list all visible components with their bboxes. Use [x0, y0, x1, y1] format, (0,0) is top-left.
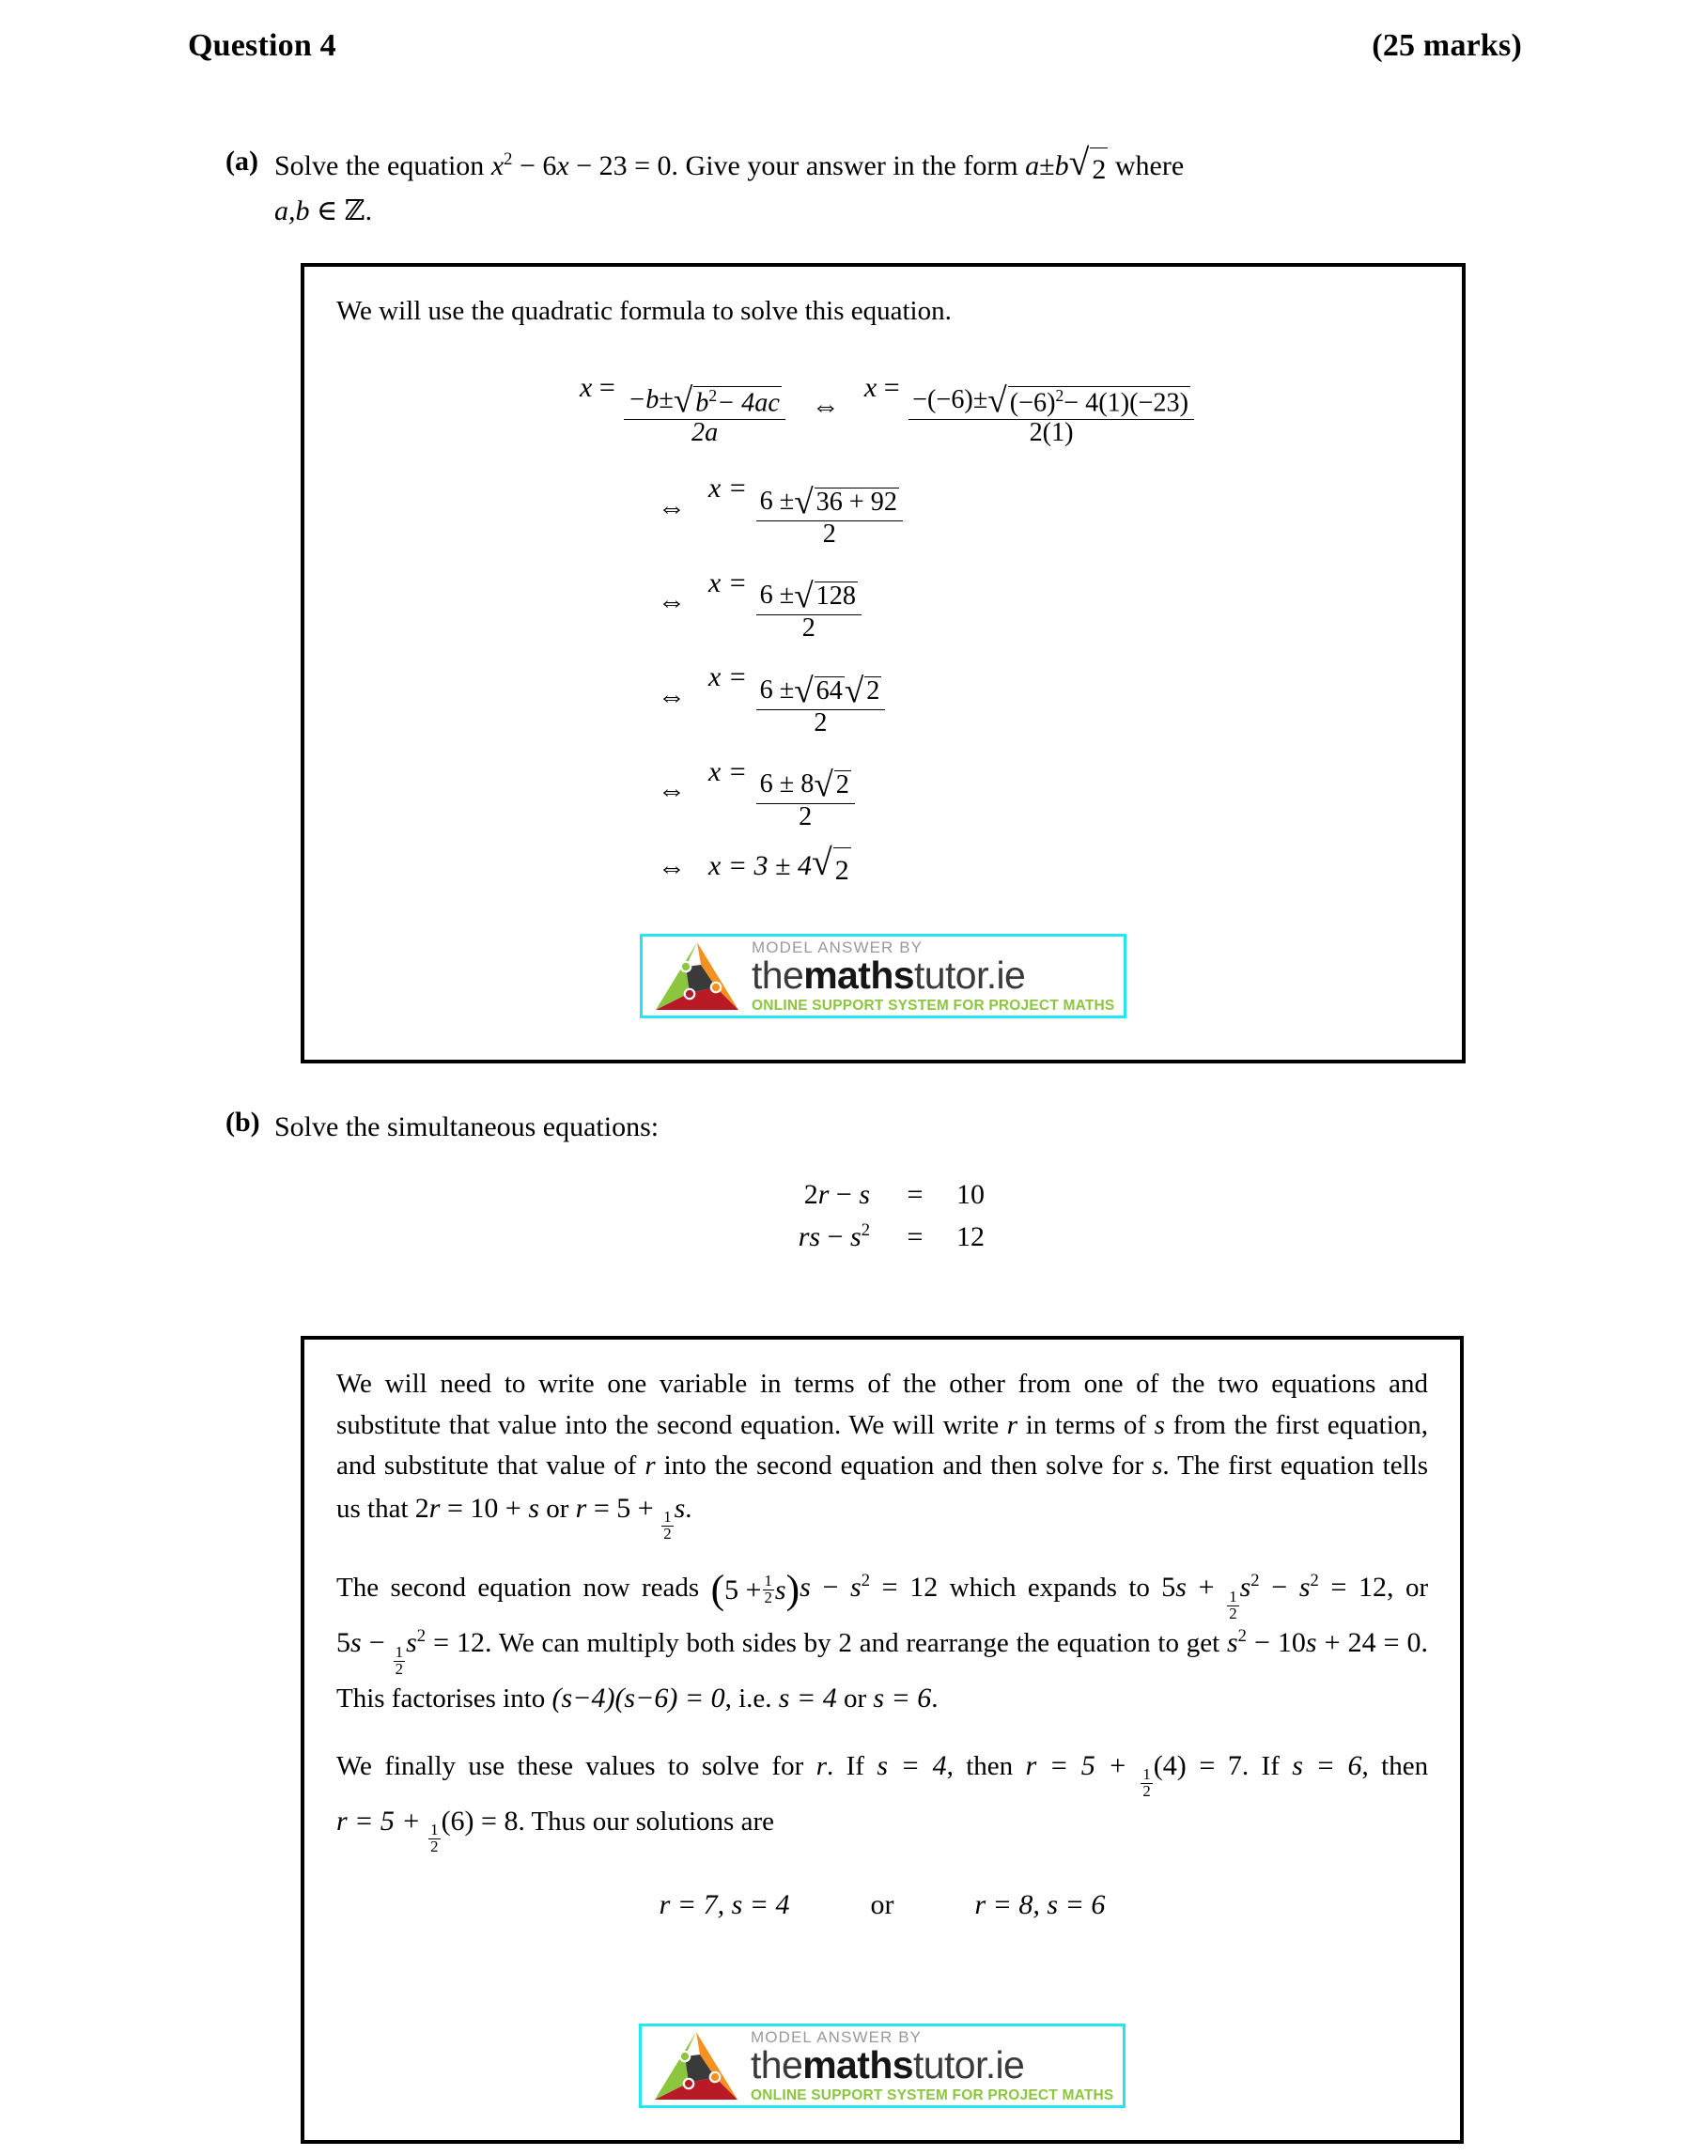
part-a-line2-z: ℤ: [344, 194, 365, 226]
derivation-step-3: [573, 656, 1193, 737]
p3-var-r: r: [815, 1750, 827, 1781]
equation-1-equals: =: [907, 1179, 924, 1210]
part-a-prompt: [274, 142, 1519, 231]
part-a-label: (a): [225, 146, 258, 177]
iff-symbol: ⇔: [658, 852, 686, 884]
p3-text-f: . Thus our solutions are: [518, 1806, 774, 1837]
logo-tagline-top: MODEL ANSWER BY: [752, 938, 924, 956]
quadratic-formula-substituted: [864, 366, 1196, 448]
p2-quadratic: $s^2 - 10s + 24 = 0$.: [1226, 1626, 1429, 1659]
p2-solution-1: s = 4: [778, 1683, 837, 1714]
radical-sign: √: [814, 766, 833, 805]
p1-var-r1: r: [1006, 1409, 1018, 1440]
half-fraction: $\frac{1}{2}$: [1229, 1587, 1237, 1622]
logo-brand-tutor: tutor.ie: [913, 953, 1026, 997]
final-solutions-b: [336, 1884, 1428, 1926]
logo-text-block: [745, 2029, 1115, 2102]
derivation-step-4: [573, 751, 1193, 832]
iff-symbol: ⇔: [658, 586, 686, 618]
triangle-logo-icon: [647, 2028, 745, 2103]
themathstutor-logo[interactable]: [640, 934, 1126, 1018]
p1-text-d: into the second equation and then solve for: [663, 1450, 1144, 1481]
part-a-line2-in: ∈: [317, 194, 338, 226]
derivation-step-2: [573, 562, 1193, 644]
derivation-row-formula: [332, 366, 1435, 448]
half-fraction: $\frac{1}{2}$: [764, 1572, 772, 1607]
equation-row-1: [690, 1179, 1018, 1211]
radical-sign: √: [794, 671, 814, 710]
radicand: 128: [815, 582, 858, 614]
p1-var-s1: s: [1154, 1409, 1165, 1440]
step-2-numerator: 6 ± √ 128: [759, 577, 856, 616]
step-4-denominator: 2: [756, 803, 855, 831]
formula-b: b: [695, 388, 709, 418]
derivation-step-final: [573, 841, 1193, 892]
half-fraction: $\frac{1}{2}$: [663, 1507, 672, 1543]
formula-b-exp: 2: [708, 386, 718, 406]
p3-text-e: , then: [1361, 1750, 1429, 1781]
answer-b-paragraph-3: [336, 1745, 1428, 1855]
radicand: 64: [815, 676, 845, 709]
part-a-eq-exp: 2: [504, 149, 513, 169]
p1-equation-2: r = 5 + $\frac{1}{2}$ s: [575, 1492, 686, 1543]
p1-text-a: We will need to write one variable in terms of the other from one of the two equations and substitute that value into the second equation. We will write: [336, 1369, 1428, 1440]
form-a: a: [1025, 150, 1040, 181]
radicand: 2: [834, 770, 851, 803]
iff-symbol: ⇔: [658, 491, 686, 523]
logo-container-b: [301, 1999, 1464, 2108]
formula-rhs-eq: =: [883, 371, 900, 403]
question-marks: (25 marks): [1372, 28, 1522, 63]
p2-text-c: or: [1405, 1573, 1429, 1604]
half-fraction: $\frac{1}{2}$: [430, 1821, 439, 1856]
formula-rhs-fraction: [908, 381, 1194, 448]
part-a-text-8: the: [922, 150, 956, 181]
logo-tagline-top: MODEL ANSWER BY: [751, 2027, 923, 2046]
logo-wrap-a: [301, 934, 1466, 1018]
p2-text-g: or: [843, 1683, 867, 1714]
simultaneous-equations: [0, 1174, 1708, 1258]
formula-rhs-denominator: 2(1): [908, 419, 1194, 447]
left-paren: (: [710, 1567, 725, 1612]
radical-sign: √: [987, 381, 1007, 421]
p2-simplified: 5s − $\frac{1}{2}$ $s^2 = 12$.: [336, 1626, 492, 1678]
radical-sign: √: [812, 841, 832, 883]
step-1-fraction: [756, 482, 903, 549]
formula-pm: ±: [659, 385, 674, 415]
logo-brand-the: the: [751, 2042, 803, 2086]
p1-text-e: . The first equation tells us that: [336, 1450, 1428, 1524]
final-answer-a: [708, 841, 851, 892]
p3-r-value-2: r = 5 + $\frac{1}{2}$ (6) = 8: [336, 1805, 519, 1856]
step-4-lead: x =: [708, 755, 748, 787]
page-header: [188, 28, 1522, 64]
sqrt-icon: [987, 381, 1190, 421]
step-3-numerator: 6 ± √ 64 √ 2: [759, 671, 880, 710]
logo-brand-maths: maths: [802, 2042, 913, 2086]
solution-connector: or: [870, 1888, 894, 1920]
themathstutor-logo[interactable]: [639, 2024, 1126, 2108]
half-fraction: $\frac{1}{2}$: [1142, 1765, 1151, 1801]
formula-lhs-x: x: [579, 371, 593, 403]
sqrt-icon: [1068, 142, 1109, 191]
formula-4ac: − 4ac: [717, 388, 780, 418]
radical-sign: √: [673, 381, 693, 421]
formula-fraction: [624, 381, 785, 448]
part-a-eq-rest: − 6: [519, 150, 557, 181]
radicand: [693, 386, 782, 419]
equation-2-lhs: rs − $s^2$: [798, 1220, 870, 1252]
step-3-fraction: [756, 671, 886, 737]
part-a-text-4: Give: [685, 150, 740, 181]
rhs-exp: 2: [1055, 386, 1064, 406]
p2-text-e: This factorises into: [336, 1683, 546, 1714]
part-a-text-5: your: [747, 150, 800, 181]
formula-lhs-eq: =: [598, 371, 615, 403]
p1-text-f: or: [546, 1493, 569, 1524]
radicand: 2: [1090, 147, 1108, 191]
sqrt-icon: [794, 577, 858, 616]
p2-factorisation: (s−4)(s−6) = 0: [551, 1683, 725, 1714]
question-part-b: [225, 1107, 1522, 1148]
part-b-prompt: Solve the simultaneous equations:: [274, 1111, 660, 1142]
p1-var-r2: r: [644, 1450, 656, 1481]
radicand: [1008, 386, 1190, 419]
form-b: b: [1054, 150, 1069, 181]
logo-brand-tutor: tutor.ie: [912, 2042, 1025, 2086]
radicand: 2: [864, 676, 881, 709]
derivation-a: [336, 366, 1430, 898]
p2-expansion: 5s + $\frac{1}{2}$ $s^2 - s^2 = 12$,: [1161, 1571, 1394, 1622]
answer-b-paragraph-2: [336, 1566, 1428, 1719]
p3-text-b: . If: [827, 1750, 864, 1781]
step-4-expression: [708, 751, 857, 832]
radical-sign: √: [844, 671, 864, 710]
form-pm: ±: [1039, 150, 1055, 181]
formula-rhs-numerator: [908, 381, 1194, 421]
p2-text-d: We can multiply both sides by 2 and rearrange the equation to get: [498, 1628, 1220, 1659]
p2-expression-1: ( 5 + $\frac{1}{2}$ s ) $s - s^2 = 12$: [710, 1567, 939, 1612]
step-1-expression: [708, 467, 905, 549]
question-part-a: [225, 142, 1522, 231]
answer-a-intro: We will use the quadratic formula to solve this equation.: [336, 296, 952, 326]
formula-neg-b: −b: [628, 385, 660, 415]
part-b-label: (b): [225, 1107, 260, 1138]
part-a-text-9: form: [963, 150, 1018, 181]
radical-sign: √: [1068, 142, 1090, 184]
right-paren: ): [785, 1567, 800, 1612]
radical-sign: √: [794, 577, 814, 616]
logo-wrap-b: [301, 2024, 1464, 2108]
sqrt-icon: [673, 381, 782, 421]
quadratic-formula-generic: [580, 366, 787, 448]
part-a-line2-dot: .: [365, 194, 373, 226]
step-2-fraction: [756, 577, 862, 644]
step-3-expression: [708, 656, 887, 737]
p3-text-a: We finally use these values to solve for: [336, 1750, 804, 1781]
solution-left: r = 7, s = 4: [659, 1888, 790, 1920]
radicand: 36 + 92: [815, 488, 899, 520]
rhs-base: (−6): [1009, 388, 1056, 418]
logo-container-a: [301, 909, 1466, 1018]
part-a-eq-rest2: − 23 = 0.: [576, 150, 679, 181]
p1-var-s2: s: [1152, 1450, 1163, 1481]
p1-text-g: .: [685, 1493, 692, 1524]
radicand: 2: [833, 847, 851, 892]
rhs-rest: − 4(1)(−23): [1064, 388, 1188, 418]
sqrt-icon: [814, 768, 851, 803]
answer-b-paragraph-1: [336, 1364, 1428, 1542]
p1-text-b: in terms of: [1025, 1409, 1147, 1440]
sqrt-icon: [812, 841, 851, 892]
p3-s-equals-6: s = 6: [1292, 1749, 1362, 1781]
p2-solution-2: s = 6: [873, 1683, 932, 1714]
step-2-denominator: 2: [756, 614, 862, 643]
logo-text-block: [746, 939, 1116, 1013]
p2-text-a: The second equation now reads: [336, 1573, 700, 1604]
paren-group: ( 5 + $\frac{1}{2}$ s ): [710, 1567, 800, 1612]
p3-s-equals-4: s = 4: [877, 1749, 947, 1781]
answer-a-content: [304, 267, 1462, 907]
radical-sign: √: [794, 482, 814, 521]
logo-tagline-bottom: ONLINE SUPPORT SYSTEM FOR PROJECT MATHS: [751, 2086, 1114, 2103]
p1-text-c: from the first equation, and substitute that value of: [336, 1409, 1429, 1481]
p3-r-value-1: r = 5 + $\frac{1}{2}$ (4) = 7: [1025, 1749, 1242, 1801]
logo-tagline-bottom: ONLINE SUPPORT SYSTEM FOR PROJECT MATHS: [752, 997, 1115, 1014]
p3-text-d: . If: [1241, 1750, 1280, 1781]
solution-right: r = 8, s = 6: [974, 1888, 1106, 1920]
step-3-lead: x =: [708, 661, 748, 692]
equation-2-rhs: 12: [956, 1220, 985, 1252]
step-4-numerator: 6 ± 8 √ 2: [759, 766, 849, 805]
final-answer-text: x = 3 ± 4: [708, 850, 813, 881]
formula-rhs-x: x: [863, 371, 877, 403]
logo-brand: [752, 953, 1116, 997]
step-4-fraction: [756, 768, 855, 831]
part-a-text-1: Solve: [274, 150, 339, 181]
part-a-text-6: answer: [805, 150, 886, 181]
part-a-eq-var2: x: [556, 150, 569, 181]
part-a-eq-var: x: [490, 150, 505, 181]
rhs-pm: ±: [972, 385, 988, 415]
step-3-denominator: 2: [756, 709, 886, 737]
p2-text-b: which expands to: [949, 1573, 1150, 1604]
triangle-logo-icon: [648, 938, 746, 1014]
iff-symbol: ⇔: [658, 680, 686, 712]
part-a-text-7: in: [893, 150, 915, 181]
part-a-line2-ab: a,b: [274, 194, 310, 226]
logo-brand: [751, 2042, 1115, 2086]
step-1-numerator: 6 ± √ 36 + 92: [759, 482, 897, 521]
sqrt-icon: [794, 671, 845, 710]
sqrt-icon: [844, 671, 882, 710]
part-a-text-10: where: [1114, 150, 1185, 181]
rhs-neg-six: −(−6): [912, 385, 973, 415]
logo-brand-the: the: [752, 953, 804, 997]
iff-symbol: ⇔: [658, 775, 686, 807]
formula-numerator: [624, 381, 785, 421]
p2-text-f: , i.e.: [724, 1683, 772, 1714]
step-1-denominator: 2: [756, 520, 903, 549]
iff-symbol: ⇔: [811, 391, 840, 423]
derivation-step-1: [573, 467, 1193, 549]
question-title: Question 4: [188, 28, 336, 63]
formula-denominator: 2a: [624, 419, 785, 447]
half-fraction: $\frac{1}{2}$: [395, 1642, 404, 1678]
sqrt-icon: [794, 482, 899, 521]
answer-b-content: [304, 1340, 1460, 1935]
part-a-text-3: equation: [387, 150, 485, 181]
logo-brand-maths: maths: [803, 953, 914, 997]
equation-row-2: [690, 1220, 1018, 1253]
equation-1-lhs: 2r − s: [803, 1179, 870, 1210]
part-a-text-2: the: [345, 150, 380, 181]
p2-text-h: .: [931, 1683, 939, 1714]
step-2-expression: [708, 562, 863, 644]
step-1-lead: x =: [708, 473, 748, 504]
equation-2-equals: =: [907, 1220, 924, 1252]
step-2-lead: x =: [708, 566, 748, 598]
p1-equation-1: 2r = 10 + s: [414, 1492, 539, 1524]
equation-1-rhs: 10: [956, 1179, 985, 1210]
p3-text-c: , then: [946, 1750, 1014, 1781]
